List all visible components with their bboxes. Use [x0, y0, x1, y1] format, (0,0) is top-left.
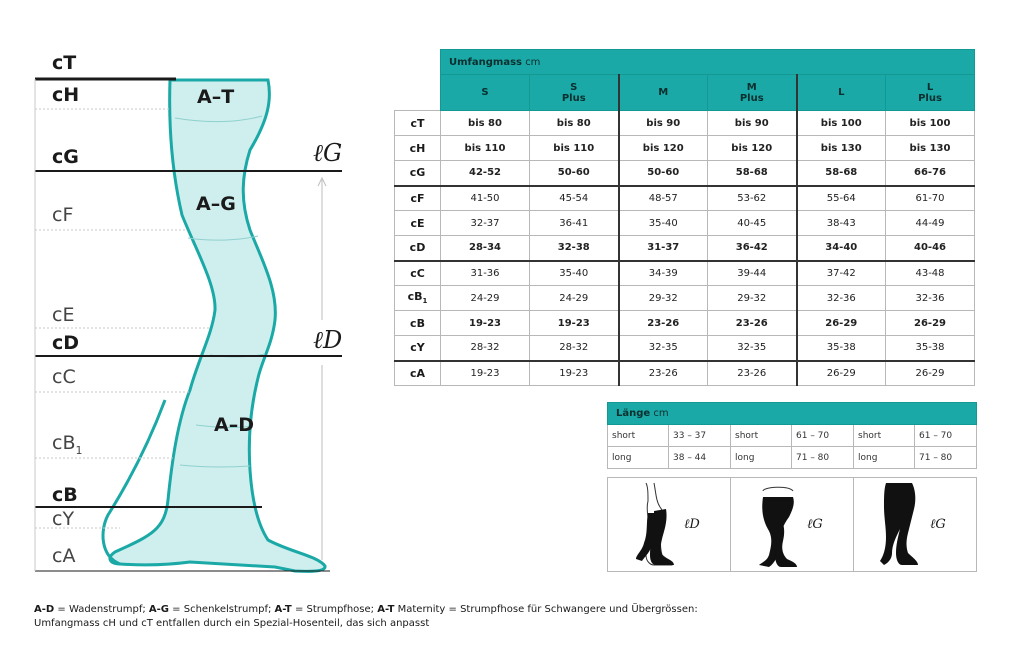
label-cH: cH [52, 84, 80, 106]
table-cell: 19-23 [530, 311, 619, 336]
table-cell: 32-35 [708, 336, 797, 361]
pictogram-label: ℓD [684, 517, 700, 532]
table-cell: 44-49 [886, 211, 975, 236]
row-label: cB [395, 311, 441, 336]
table-cell: 24-29 [530, 286, 619, 311]
table-cell: 26-29 [797, 311, 886, 336]
length-cell: short [608, 425, 669, 447]
label-cE: cE [52, 304, 75, 326]
table-cell: 53-62 [708, 186, 797, 211]
table-cell: 37-42 [797, 261, 886, 286]
length-label-lg: ℓG [313, 139, 343, 167]
length-cell: 38 – 44 [669, 447, 731, 469]
zone-label-at: A–T [197, 86, 235, 108]
length-cell: long [608, 447, 669, 469]
length-pictograms [607, 477, 977, 572]
size-header: M [619, 75, 708, 111]
table-cell: 23-26 [708, 311, 797, 336]
row-label: cH [395, 136, 441, 161]
zone-label-ag: A–G [196, 193, 236, 215]
length-table [607, 402, 977, 469]
table-row [395, 136, 975, 161]
length-cell: long [731, 447, 792, 469]
table-cell: bis 100 [886, 111, 975, 136]
table-cell: 24-29 [441, 286, 530, 311]
table-caption-row [395, 50, 975, 75]
table-cell: bis 120 [619, 136, 708, 161]
length-cell: short [731, 425, 792, 447]
table-cell: 28-34 [441, 236, 530, 261]
table-row [608, 447, 977, 469]
table-cell: bis 80 [530, 111, 619, 136]
table-cell: 28-32 [530, 336, 619, 361]
table-cell: 31-37 [619, 236, 708, 261]
label-cT: cT [52, 52, 77, 74]
row-label: cT [395, 111, 441, 136]
table-row [395, 111, 975, 136]
table-cell: 36-42 [708, 236, 797, 261]
footnote-line-2: Umfangmass cH und cT entfallen durch ein Spezial-Hosenteil, das sich anpasst [34, 618, 430, 629]
size-header: S Plus [530, 75, 619, 111]
table-cell: 34-40 [797, 236, 886, 261]
table-cell: 50-60 [530, 161, 619, 186]
table-cell: 32-36 [797, 286, 886, 311]
pantyhose-icon [872, 481, 932, 569]
label-cA: cA [52, 545, 76, 567]
table-cell: 26-29 [797, 361, 886, 386]
length-cell: 33 – 37 [669, 425, 731, 447]
table-cell: 41-50 [441, 186, 530, 211]
table-cell: 66-76 [886, 161, 975, 186]
size-header-row [395, 75, 975, 111]
pictogram-label: ℓG [930, 517, 946, 532]
table-cell: 23-26 [708, 361, 797, 386]
length-cell: 61 – 70 [915, 425, 977, 447]
table-cell: bis 130 [886, 136, 975, 161]
size-header: L Plus [886, 75, 975, 111]
table-cell: bis 90 [619, 111, 708, 136]
table-cell: bis 80 [441, 111, 530, 136]
table-caption: Umfangmass cm [441, 50, 975, 75]
knee-high-stocking-icon [626, 481, 686, 569]
row-label: $cB_1$ [395, 286, 441, 311]
row-label: cE [395, 211, 441, 236]
zone-label-ad: A–D [214, 414, 254, 436]
table-cell: 23-26 [619, 361, 708, 386]
table-cell: 45-54 [530, 186, 619, 211]
row-label: cF [395, 186, 441, 211]
size-header: M Plus [708, 75, 797, 111]
table-cell: 29-32 [619, 286, 708, 311]
table-row [395, 236, 975, 261]
label-cB: cB [52, 484, 78, 506]
footnote-line-1: A-D = Wadenstrumpf; A-G = Schenkelstrumpf; A-T = Strumpfhose; A-T Maternity = Strumpfhose für Schwangere und Übergrössen: [34, 604, 698, 615]
length-cell: 71 – 80 [792, 447, 854, 469]
table-row [608, 425, 977, 447]
length-caption: Länge cm [608, 403, 977, 425]
length-arrow [318, 178, 326, 560]
table-cell: 29-32 [708, 286, 797, 311]
size-header: L [797, 75, 886, 111]
circumference-table [394, 49, 975, 386]
row-label: cD [395, 236, 441, 261]
label-cD: cD [52, 332, 80, 354]
table-cell: 32-38 [530, 236, 619, 261]
table-cell: bis 130 [797, 136, 886, 161]
table-cell: 40-45 [708, 211, 797, 236]
table-cell: 58-68 [708, 161, 797, 186]
pictogram-knee-high [608, 478, 731, 571]
table-cell: 19-23 [441, 311, 530, 336]
leg-measurement-diagram [0, 0, 360, 590]
table-cell: bis 100 [797, 111, 886, 136]
table-cell: 43-48 [886, 261, 975, 286]
label-cG: cG [52, 146, 79, 168]
table-row [395, 161, 975, 186]
length-cell: short [854, 425, 915, 447]
table-cell: 48-57 [619, 186, 708, 211]
table-cell: 23-26 [619, 311, 708, 336]
table-cell: 35-40 [530, 261, 619, 286]
table-cell: 61-70 [886, 186, 975, 211]
row-label: cG [395, 161, 441, 186]
table-cell: 38-43 [797, 211, 886, 236]
table-cell: 55-64 [797, 186, 886, 211]
size-table-body [395, 111, 975, 386]
length-cell: 71 – 80 [915, 447, 977, 469]
table-cell: 31-36 [441, 261, 530, 286]
table-cell: 26-29 [886, 311, 975, 336]
table-cell: 40-46 [886, 236, 975, 261]
table-cell: 32-37 [441, 211, 530, 236]
length-label-ld: ℓD [313, 326, 343, 354]
table-cell: 39-44 [708, 261, 797, 286]
table-row [395, 311, 975, 336]
label-cF: cF [52, 204, 74, 226]
thigh-high-stocking-icon [749, 481, 809, 569]
length-cell: 61 – 70 [792, 425, 854, 447]
size-header: S [441, 75, 530, 111]
table-cell: 42-52 [441, 161, 530, 186]
table-cell: 32-35 [619, 336, 708, 361]
table-cell: bis 90 [708, 111, 797, 136]
table-cell: 19-23 [441, 361, 530, 386]
table-row [395, 186, 975, 211]
pictogram-pantyhose [854, 478, 976, 571]
table-cell: 36-41 [530, 211, 619, 236]
table-cell: 35-40 [619, 211, 708, 236]
table-row [395, 211, 975, 236]
table-cell: 35-38 [886, 336, 975, 361]
label-cY: cY [52, 508, 75, 530]
table-cell: 58-68 [797, 161, 886, 186]
table-cell: 26-29 [886, 361, 975, 386]
footnote [34, 603, 794, 631]
table-row [395, 286, 975, 311]
table-cell: 19-23 [530, 361, 619, 386]
row-label: cA [395, 361, 441, 386]
length-cell: long [854, 447, 915, 469]
table-cell: 50-60 [619, 161, 708, 186]
pictogram-thigh-high [731, 478, 854, 571]
label-cC: cC [52, 366, 76, 388]
table-cell: 28-32 [441, 336, 530, 361]
row-label: cY [395, 336, 441, 361]
length-caption-row [608, 403, 977, 425]
label-cB1: $cB_1$ [52, 432, 83, 457]
row-label: cC [395, 261, 441, 286]
table-cell: bis 110 [441, 136, 530, 161]
table-cell: 35-38 [797, 336, 886, 361]
table-cell: bis 120 [708, 136, 797, 161]
table-cell: 34-39 [619, 261, 708, 286]
table-row [395, 261, 975, 286]
table-row [395, 361, 975, 386]
table-cell: bis 110 [530, 136, 619, 161]
leg-outline [110, 80, 325, 571]
table-row [395, 336, 975, 361]
pictogram-label: ℓG [807, 517, 823, 532]
table-cell: 32-36 [886, 286, 975, 311]
